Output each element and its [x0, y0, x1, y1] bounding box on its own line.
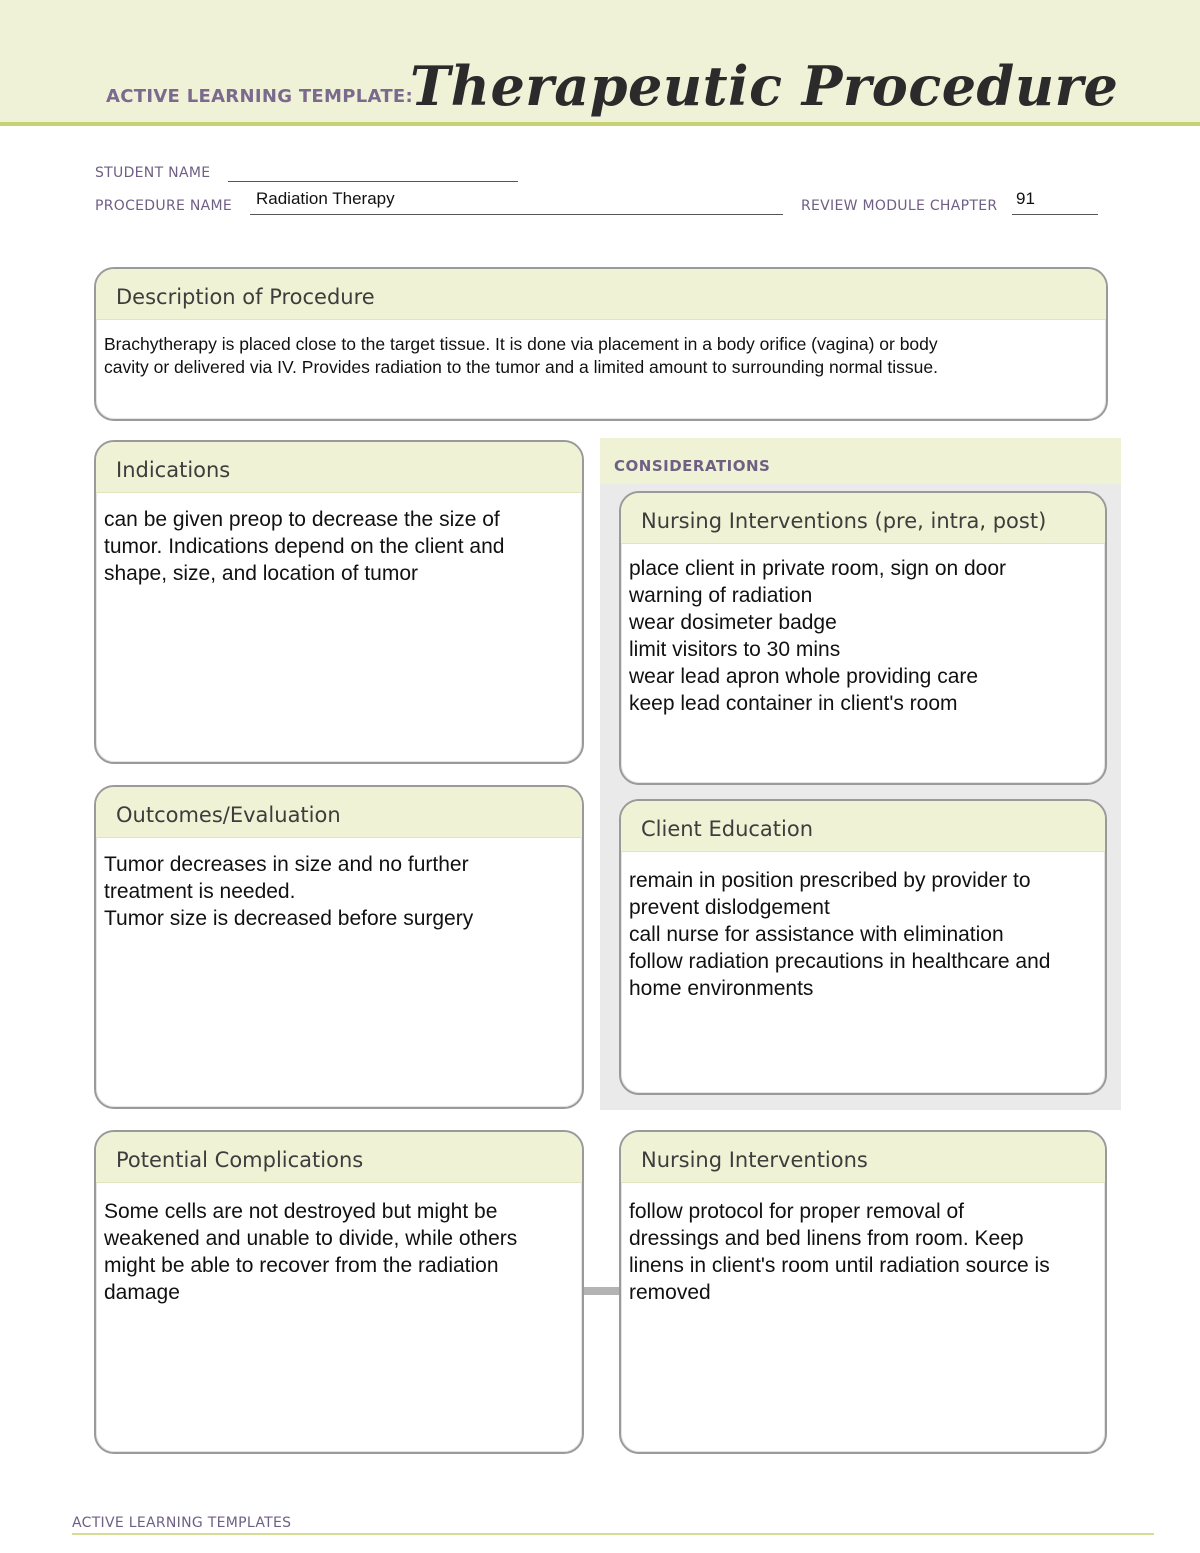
nursing-interventions-text[interactable]: follow protocol for proper removal of dressings and bed linens from room. Keep linens in client's room until radiation source is removed [629, 1200, 1050, 1304]
complications-box [94, 1130, 584, 1454]
procedure-name-line [250, 214, 783, 215]
footer-rule [72, 1533, 1154, 1535]
indications-box [94, 440, 584, 764]
student-name-line [228, 181, 518, 182]
outcomes-box [94, 785, 584, 1109]
nursing-interventions-title: Nursing Interventions [641, 1148, 868, 1172]
indications-text[interactable]: can be given preop to decrease the size of tumor. Indications depend on the client and shape, size, and location of tumor [104, 508, 505, 585]
nursing-interventions-pip-box [619, 491, 1107, 785]
template-label: ACTIVE LEARNING TEMPLATE: [106, 86, 413, 107]
client-education-box [619, 799, 1107, 1095]
indications-title: Indications [116, 458, 231, 482]
client-education-text[interactable]: remain in position prescribed by provider to prevent dislodgement call nurse for assistance with elimination follow radiation precautions in healthcare and home environments [629, 869, 1051, 1000]
complications-text[interactable]: Some cells are not destroyed but might be weakened and unable to divide, while others might be able to recover from the radiation damage [104, 1200, 518, 1304]
review-module-line [1012, 214, 1098, 215]
nursing-interventions-box [619, 1130, 1107, 1454]
description-text[interactable]: Brachytherapy is placed close to the target tissue. It is done via placement in a body orifice (vagina) or body cavity or delivered via IV. Provides radiation to the tumor and a limited amount to surrounding normal tissue. [104, 334, 938, 377]
outcomes-text[interactable]: Tumor decreases in size and no further treatment is needed. Tumor size is decreased before surgery [104, 853, 474, 930]
box-connector [584, 1287, 620, 1295]
page-title: Therapeutic Procedure [410, 54, 1119, 118]
outcomes-title: Outcomes/Evaluation [116, 803, 341, 827]
nursing-interventions-pip-title: Nursing Interventions (pre, intra, post) [641, 509, 1047, 533]
complications-title: Potential Complications [116, 1148, 364, 1172]
header-rule [0, 122, 1200, 126]
nursing-interventions-pip-text[interactable]: place client in private room, sign on door warning of radiation wear dosimeter badge limit visitors to 30 mins wear lead apron whole providing care keep lead container in client's room [629, 557, 1007, 715]
considerations-title: CONSIDERATIONS [614, 457, 771, 475]
description-title: Description of Procedure [116, 285, 375, 309]
procedure-name-label: PROCEDURE NAME [95, 198, 233, 214]
review-module-field[interactable]: 91 [1016, 189, 1035, 208]
procedure-name-field[interactable]: Radiation Therapy [256, 189, 395, 208]
review-module-label: REVIEW MODULE CHAPTER [801, 198, 998, 214]
footer-label: ACTIVE LEARNING TEMPLATES [72, 1515, 292, 1531]
client-education-title: Client Education [641, 817, 814, 841]
student-name-label: STUDENT NAME [95, 165, 211, 181]
description-box [94, 267, 1108, 421]
